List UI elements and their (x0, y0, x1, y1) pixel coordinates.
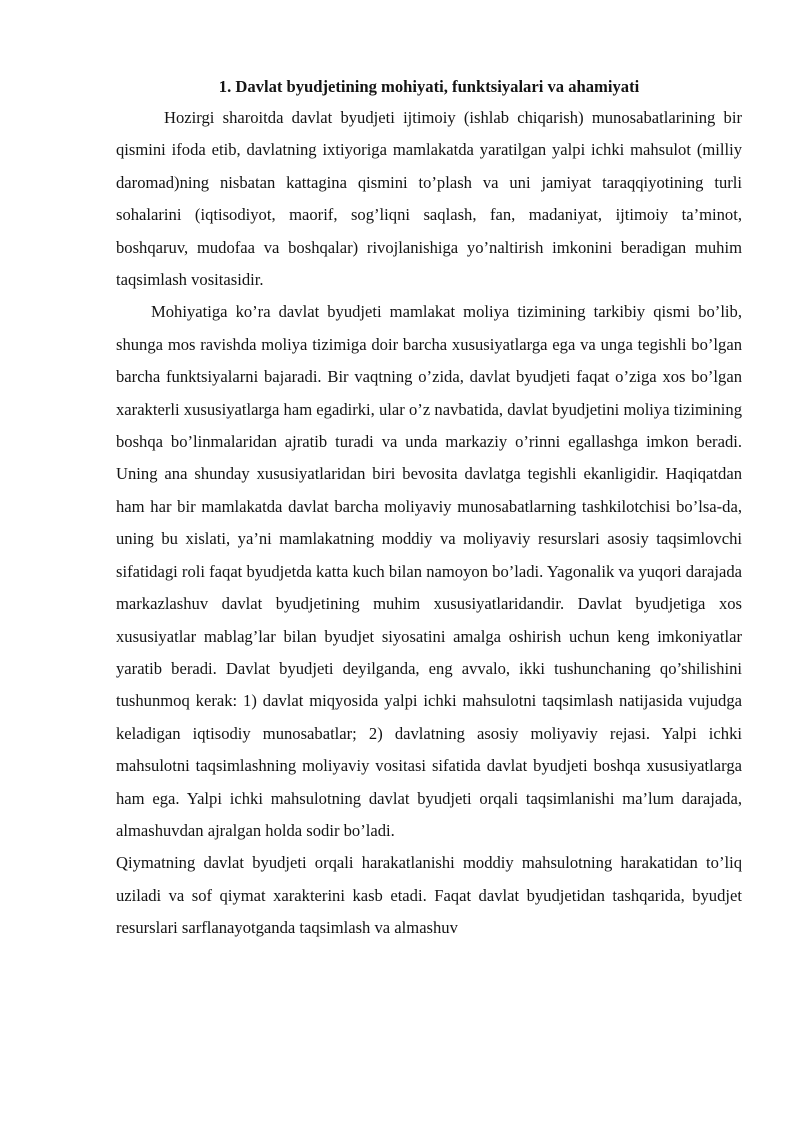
paragraph-2: Mohiyatiga ko’ra davlat byudjeti mamlakat moliya tizimining tarkibiy qismi bo’lib, shunga mos ravishda moliya tizimiga doir barcha xususiyatlarga ega va unga tegishli bo’lgan barcha funktsiyalarni bajaradi. Bir vaqtning o’zida, davlat byudjeti faqat o’ziga xos bo’lgan xarakterli xususiyatlarga ham egadirki, ular o’z navbatida, davlat byudjetini moliya tizimining boshqa bo’linmalaridan ajratib turadi va unda markaziy o’rinni egallashga imkon beradi. Uning ana shunday xususiyatlaridan biri bevosita davlatga tegishli ekanligidir. Haqiqatdan ham har bir mamlakatda davlat barcha moliyaviy munosabatlarning tashkilotchisi bo’lsa-da, uning bu xislati, ya’ni mamlakatning moddiy va moliyaviy resurslari asosiy taqsimlovchi sifatidagi roli faqat byudjetda katta kuch bilan namoyon bo’ladi. Yagonalik va yuqori darajada markazlashuv davlat byudjetining muhim xususiyatlaridandir. Davlat byudjetiga xos xususiyatlar mablag’lar bilan byudjet siyosatini amalga oshirish uchun keng imkoniyatlar yaratib beradi. Davlat byudjeti deyilganda, eng avvalo, ikki tushunchaning qo’shilishini tushunmoq kerak: 1) davlat miqyosida yalpi ichki mahsulotni taqsimlash natijasida vujudga keladigan iqtisodiy munosabatlar; 2) davlatning asosiy moliyaviy rejasi. Yalpi ichki mahsulotni taqsimlashning moliyaviy vositasi sifatida davlat byudjeti boshqa xususiyatlarga ham ega. Yalpi ichki mahsulotning davlat byudjeti orqali taqsimlanishi ma’lum darajada, almashuvdan ajralgan holda sodir bo’ladi. (116, 302, 742, 840)
section-title: 1. Davlat byudjetining mohiyati, funktsiyalari va ahamiyati (218, 77, 640, 96)
paragraph-1: Hozirgi sharoitda davlat byudjeti ijtimoiy (ishlab chiqarish) munosabatlarining bir qismini ifoda etib, davlatning ixtiyoriga mamlakatda yaratilgan yalpi ichki mahsulot (milliy daromad)ning nisbatan kattagina qismini to’plash va uni jamiyat taraqqiyotining turli sohalarini (iqtisodiyot, maorif, sog’liqni saqlash, fan, madaniyat, ijtimoiy ta’minot, boshqaruv, mudofaa va boshqalar) rivojlanishiga yo’naltirish imkonini beradigan muhim taqsimlash vositasidir. (116, 108, 742, 290)
document-body (116, 74, 742, 945)
paragraph-3: Qiymatning davlat byudjeti orqali harakatlanishi moddiy mahsulotning harakatidan to’liq uziladi va sof qiymat xarakterini kasb etadi. Faqat davlat byudjetidan tashqarida, byudjet resurslari sarflanayotganda taqsimlash va almashuv (116, 853, 742, 938)
